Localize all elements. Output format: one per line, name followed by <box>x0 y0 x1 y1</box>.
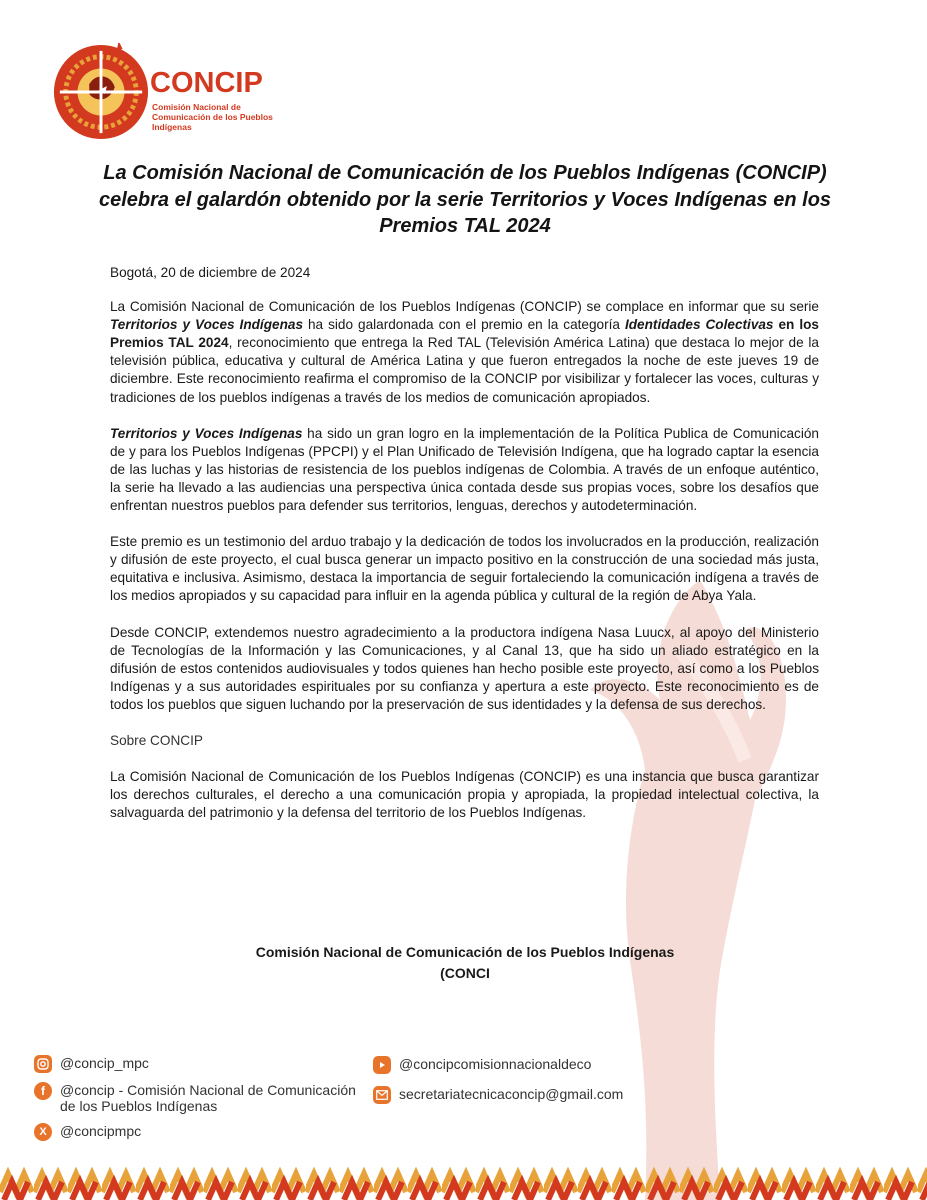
footer-facebook[interactable]: f @concip - Comisión Nacional de Comunicación de los Pueblos Indígenas <box>34 1082 374 1114</box>
paragraph-3: Este premio es un testimonio del arduo trabajo y la dedicación de todos los involucrados en la producción, realización y difusión de este proyecto, el cual busca generar un impacto positivo en la construcción de una sociedad más justa, equitativa e inclusiva. Asimismo, destaca la importancia de seguir fortaleciendo la comunicación indígena a través de los medios apropiados y su capacidad para influir en la agenda pública y cultural de la región de Abya Yala. <box>110 534 819 604</box>
x-logo-icon: X <box>34 1123 52 1141</box>
paragraph-4: Desde CONCIP, extendemos nuestro agradecimiento a la productora indígena Nasa Luucx, al apoyo del Ministerio de Tecnologías de la Información y las Comunicaciones, y al Canal 13, que ha sido un aliado estratégico en la difusión de estos contenidos audiovisuales y todos quienes han hecho posible este proyecto, así como a los Pueblos Indígenas y a sus autoridades espirituales por su confianza y apertura a este proyecto. Este reconocimiento es de todos los pueblos que siguen luchando por la preservación de sus identidades y la defensa de sus derechos. <box>110 624 819 712</box>
dateline: Bogotá, 20 de diciembre de 2024 <box>110 265 311 280</box>
signature-line-2: (CONCI <box>440 965 490 981</box>
youtube-icon <box>373 1056 391 1074</box>
footer-email[interactable]: secretariatecnicaconcip@gmail.com <box>373 1086 703 1104</box>
footer-social-left <box>34 1055 374 1150</box>
logo-subtitle: Comisión Nacional de Comunicación de los Pueblos Indígenas <box>152 102 273 132</box>
mail-icon <box>373 1086 391 1104</box>
logo-emblem-icon <box>52 43 150 141</box>
decorative-border <box>0 1152 927 1200</box>
facebook-icon: f <box>34 1082 52 1100</box>
logo-title: CONCIP <box>150 67 263 99</box>
about-heading: Sobre CONCIP <box>110 732 203 748</box>
paragraph-5: La Comisión Nacional de Comunicación de los Pueblos Indígenas (CONCIP) es una instancia que busca garantizar los derechos culturales, el derecho a una comunicación propia y apropiada, la propiedad intelectual colectiva, la salvaguarda del patrimonio y la defensa del territorio de los Pueblos Indígenas. <box>110 769 819 821</box>
award-category: Identidades Colectivas <box>624 317 774 333</box>
signature-line-1: Comisión Nacional de Comunicación de los Pueblos Indígenas <box>255 944 675 960</box>
press-release-body <box>110 264 819 840</box>
footer-social-right <box>373 1056 703 1113</box>
footer-instagram[interactable]: @concip_mpc <box>34 1055 374 1073</box>
footer-x[interactable]: X @concipmpc <box>34 1123 374 1141</box>
signature-block <box>200 942 730 984</box>
concip-logo <box>52 28 292 143</box>
paragraph-2: Territorios y Voces Indígenas ha sido un gran logro en la implementación de la Política Publica de Comunicación de y para los Pueblos Indígenas (PPCPI) y el Plan Unificado de Televisión Indígena, que ha logrado captar la esencia de las luchas y las historias de resistencia de los pueblos indígenas de Colombia. A través de un enfoque auténtico, la serie ha llevado a las audiencias una perspectiva única contada desde sus propias voces, sobre los desafíos que enfrentan nuestros pueblos para defender sus territorios, lenguas, derechos y autodeterminación. <box>110 425 819 514</box>
paragraph-1: La Comisión Nacional de Comunicación de los Pueblos Indígenas (CONCIP) se complace en informar que su serie Territorios y Voces Indígenas ha sido galardonada con el premio en la categoría Identidades Colectivas en los Premios TAL 2024, reconocimiento que entrega la Red TAL (Televisión América Latina) que destaca lo mejor de la televisión pública, educativa y cultural de América Latina y que fueron entregados la noche de este jueves 19 de diciembre. Este reconocimiento reafirma el compromiso de la CONCIP por visibilizar y fortalecer las voces, culturas y tradiciones de los pueblos indígenas a través de los medios de comunicación apropiados. <box>110 299 819 405</box>
footer-youtube[interactable]: @concipcomisionnacionaldeco <box>373 1056 703 1074</box>
instagram-icon <box>34 1055 52 1073</box>
series-title: Territorios y Voces Indígenas <box>110 317 303 333</box>
series-title: Territorios y Voces Indígenas <box>110 425 303 441</box>
award-name: en los Premios TAL 2024 <box>110 317 819 351</box>
page-title: La Comisión Nacional de Comunicación de los Pueblos Indígenas (CONCIP) celebra el galardón obtenido por la serie Territorios y Voces Indígenas en los Premios TAL 2024 <box>98 162 832 237</box>
